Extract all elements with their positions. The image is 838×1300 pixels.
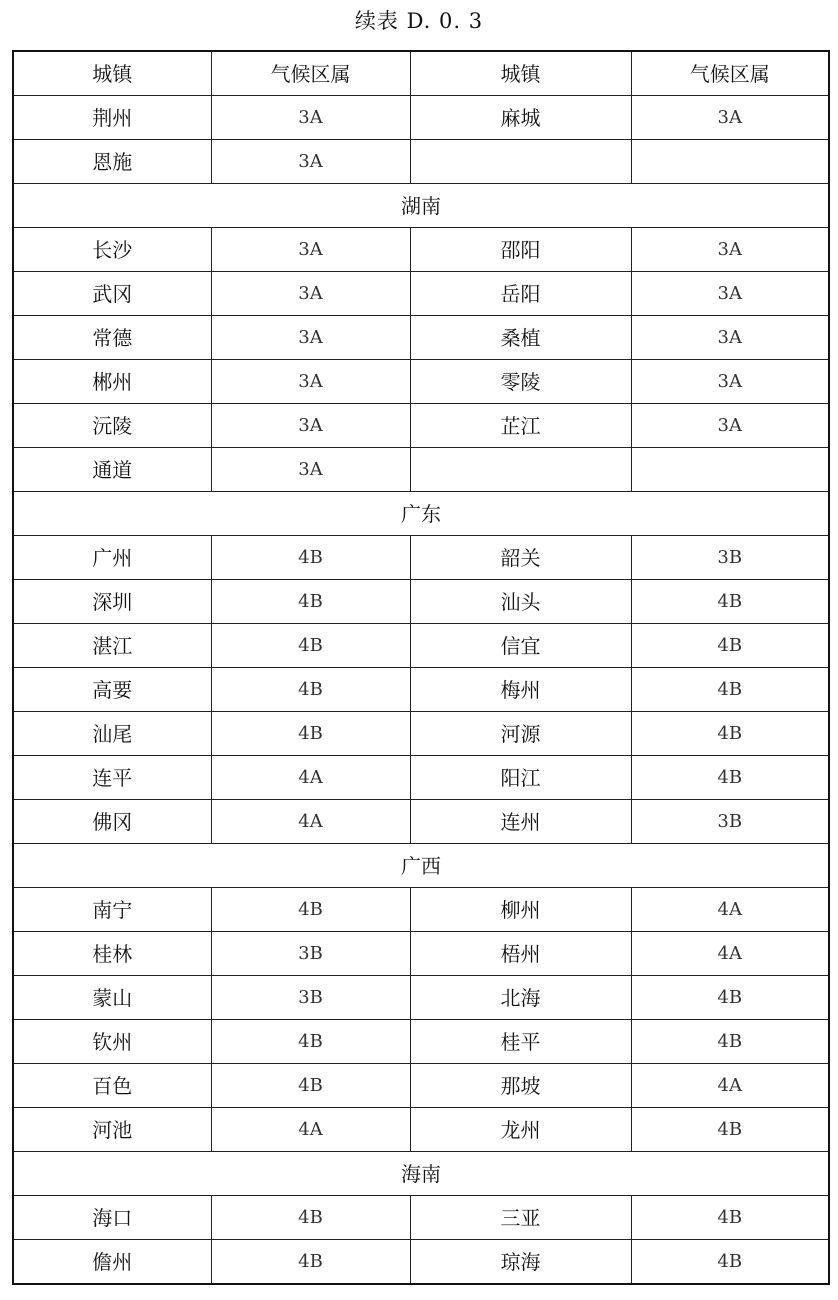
zone-cell: 3A — [631, 96, 829, 140]
zone-cell: 3A — [211, 228, 410, 272]
header-town-2: 城镇 — [410, 51, 631, 96]
table-row — [13, 536, 829, 580]
zone-cell: 4A — [631, 888, 829, 932]
zone-cell: 4A — [211, 1108, 410, 1152]
town-cell: 恩施 — [13, 140, 211, 184]
header-row — [13, 51, 829, 96]
town-cell: 韶关 — [410, 536, 631, 580]
town-cell: 钦州 — [13, 1020, 211, 1064]
town-cell: 琼海 — [410, 1240, 631, 1285]
town-cell: 零陵 — [410, 360, 631, 404]
town-cell: 深圳 — [13, 580, 211, 624]
zone-cell: 4B — [211, 536, 410, 580]
town-cell: 荆州 — [13, 96, 211, 140]
town-cell — [410, 140, 631, 184]
zone-cell: 4B — [631, 624, 829, 668]
town-cell: 河池 — [13, 1108, 211, 1152]
town-cell: 岳阳 — [410, 272, 631, 316]
zone-cell: 4B — [211, 624, 410, 668]
town-cell: 桂平 — [410, 1020, 631, 1064]
town-cell: 阳江 — [410, 756, 631, 800]
town-cell: 汕头 — [410, 580, 631, 624]
town-cell: 长沙 — [13, 228, 211, 272]
table-row — [13, 1196, 829, 1240]
table-row — [13, 96, 829, 140]
region-name: 湖南 — [13, 184, 829, 228]
table-row — [13, 1240, 829, 1285]
region-row — [13, 184, 829, 228]
zone-cell: 3A — [631, 404, 829, 448]
town-cell: 梅州 — [410, 668, 631, 712]
table-row — [13, 976, 829, 1020]
zone-cell: 4B — [631, 580, 829, 624]
climate-zone-table — [12, 50, 830, 1285]
table-row — [13, 1020, 829, 1064]
zone-cell: 4B — [211, 1196, 410, 1240]
zone-cell: 4A — [631, 1064, 829, 1108]
town-cell: 百色 — [13, 1064, 211, 1108]
town-cell: 郴州 — [13, 360, 211, 404]
town-cell: 广州 — [13, 536, 211, 580]
zone-cell: 4B — [631, 1108, 829, 1152]
table-row — [13, 360, 829, 404]
town-cell: 三亚 — [410, 1196, 631, 1240]
table-row — [13, 756, 829, 800]
zone-cell: 3A — [211, 272, 410, 316]
zone-cell: 4B — [631, 712, 829, 756]
zone-cell: 3A — [631, 360, 829, 404]
zone-cell: 3A — [631, 316, 829, 360]
table-row — [13, 228, 829, 272]
zone-cell: 4B — [631, 756, 829, 800]
header-zone-2: 气候区属 — [631, 51, 829, 96]
zone-cell: 4B — [211, 1020, 410, 1064]
table-row — [13, 316, 829, 360]
zone-cell: 4B — [211, 580, 410, 624]
table-row — [13, 888, 829, 932]
header-town-1: 城镇 — [13, 51, 211, 96]
zone-cell: 4A — [211, 756, 410, 800]
town-cell: 北海 — [410, 976, 631, 1020]
zone-cell: 4B — [211, 668, 410, 712]
region-row — [13, 844, 829, 888]
zone-cell: 3A — [211, 448, 410, 492]
town-cell: 桑植 — [410, 316, 631, 360]
region-name: 广西 — [13, 844, 829, 888]
table-caption: 续表 D. 0. 3 — [354, 9, 484, 33]
town-cell: 桂林 — [13, 932, 211, 976]
table-row — [13, 800, 829, 844]
table-row — [13, 668, 829, 712]
table-body — [13, 51, 829, 1284]
zone-cell: 3A — [211, 316, 410, 360]
zone-cell: 4B — [211, 1064, 410, 1108]
town-cell: 连平 — [13, 756, 211, 800]
zone-cell — [631, 140, 829, 184]
zone-cell: 3A — [211, 140, 410, 184]
town-cell: 蒙山 — [13, 976, 211, 1020]
zone-cell: 4B — [631, 1196, 829, 1240]
town-cell — [410, 448, 631, 492]
zone-cell: 4B — [631, 976, 829, 1020]
town-cell: 沅陵 — [13, 404, 211, 448]
town-cell: 常德 — [13, 316, 211, 360]
zone-cell: 3A — [631, 272, 829, 316]
zone-cell: 3B — [631, 800, 829, 844]
town-cell: 麻城 — [410, 96, 631, 140]
town-cell: 邵阳 — [410, 228, 631, 272]
zone-cell — [631, 448, 829, 492]
header-zone-1: 气候区属 — [211, 51, 410, 96]
table-row — [13, 1108, 829, 1152]
zone-cell: 3A — [211, 360, 410, 404]
table-row — [13, 712, 829, 756]
town-cell: 连州 — [410, 800, 631, 844]
zone-cell: 4A — [631, 932, 829, 976]
table-row — [13, 448, 829, 492]
town-cell: 柳州 — [410, 888, 631, 932]
region-name: 海南 — [13, 1152, 829, 1196]
zone-cell: 3B — [211, 976, 410, 1020]
zone-cell: 4B — [211, 1240, 410, 1285]
table-row — [13, 580, 829, 624]
table-row — [13, 1064, 829, 1108]
region-row — [13, 492, 829, 536]
town-cell: 龙州 — [410, 1108, 631, 1152]
region-row — [13, 1152, 829, 1196]
town-cell: 佛冈 — [13, 800, 211, 844]
town-cell: 海口 — [13, 1196, 211, 1240]
zone-cell: 4B — [631, 668, 829, 712]
town-cell: 高要 — [13, 668, 211, 712]
town-cell: 武冈 — [13, 272, 211, 316]
zone-cell: 3A — [211, 404, 410, 448]
town-cell: 通道 — [13, 448, 211, 492]
town-cell: 芷江 — [410, 404, 631, 448]
table-row — [13, 404, 829, 448]
town-cell: 儋州 — [13, 1240, 211, 1285]
zone-cell: 4B — [211, 712, 410, 756]
zone-cell: 3B — [631, 536, 829, 580]
town-cell: 湛江 — [13, 624, 211, 668]
table-row — [13, 624, 829, 668]
town-cell: 梧州 — [410, 932, 631, 976]
town-cell: 南宁 — [13, 888, 211, 932]
zone-cell: 4B — [631, 1020, 829, 1064]
town-cell: 信宜 — [410, 624, 631, 668]
zone-cell: 3A — [211, 96, 410, 140]
town-cell: 河源 — [410, 712, 631, 756]
town-cell: 汕尾 — [13, 712, 211, 756]
table-row — [13, 932, 829, 976]
zone-cell: 3B — [211, 932, 410, 976]
table-row — [13, 272, 829, 316]
zone-cell: 4B — [631, 1240, 829, 1285]
town-cell: 那坡 — [410, 1064, 631, 1108]
zone-cell: 3A — [631, 228, 829, 272]
table-row — [13, 140, 829, 184]
region-name: 广东 — [13, 492, 829, 536]
zone-cell: 4B — [211, 888, 410, 932]
zone-cell: 4A — [211, 800, 410, 844]
